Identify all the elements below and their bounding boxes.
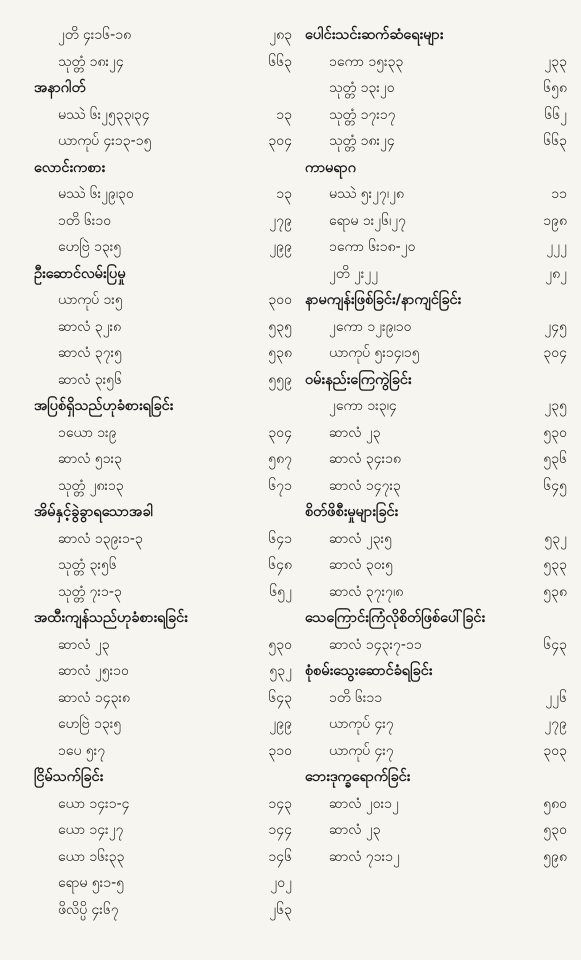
- scripture-reference: ဆာလံ ၇၁း၁၂: [329, 848, 400, 865]
- left-index-entry: [34, 658, 292, 685]
- scripture-reference: ၂တိ ၂း၂၂: [329, 265, 379, 282]
- page-number: ၆၆၂: [544, 106, 567, 123]
- page-number: ၆၆၃: [543, 133, 567, 149]
- topic-heading-text: စိတ်ဖိစီးမှုများခြင်း: [305, 504, 399, 520]
- right-topic-heading: [305, 658, 567, 685]
- left-index-entry: [34, 367, 292, 394]
- scripture-reference: ၁ပေ ၅း၇: [58, 742, 106, 759]
- scripture-reference: ဟေဗြဲ ၁၃း၅: [58, 716, 122, 732]
- right-index-entry: [305, 473, 567, 500]
- page-number: ၅၈၀: [543, 795, 567, 812]
- right-index-entry: [305, 632, 567, 659]
- right-topic-heading: [305, 764, 567, 791]
- left-index-entry: [34, 287, 292, 314]
- left-index-entry: [34, 791, 292, 818]
- topic-heading-text: နာမကျန်းဖြစ်ခြင်း/နာကျင်ခြင်း: [305, 292, 462, 308]
- right-index-entry: [305, 261, 567, 288]
- page-number: ၅၃၀: [543, 424, 567, 441]
- right-index-entry: [305, 314, 567, 341]
- scripture-reference: မဿဲ ၆း၂၅၃၃၊၃၄: [58, 106, 150, 123]
- topic-heading-text: ငြိမ်သက်ခြင်း: [34, 769, 104, 785]
- page-number: ၂၉၉: [269, 239, 292, 255]
- page-number: ၂၀၂: [270, 875, 292, 891]
- scripture-reference: ဆာလံ ၂၃း၅: [329, 530, 393, 547]
- page-number: ၃၀၄: [268, 133, 292, 149]
- scripture-reference: မဿဲ ၅း၂၇၊၂၈: [329, 186, 405, 202]
- left-index-entry: [34, 234, 292, 261]
- page-number: ၆၄၃: [543, 636, 567, 653]
- page-number: ၆၄၅: [543, 477, 567, 494]
- scripture-reference: ဆာလံ ၃၂း၈: [58, 318, 122, 335]
- page-number: ၆၅၈: [543, 80, 567, 96]
- topic-heading-text: စုံစမ်းသွေးဆောင်ခံရခြင်း: [305, 663, 433, 679]
- scripture-reference: သုတ္တံ ၇း၁-၃: [58, 583, 122, 600]
- left-index-entry: [34, 526, 292, 553]
- right-index-entry: [305, 234, 567, 261]
- right-index-entry: [305, 817, 567, 844]
- scripture-reference: ၂တိ ၄း၁၆-၁၈: [58, 27, 132, 43]
- scripture-reference: ဆာလံ ၁၄၃း၈: [58, 689, 131, 706]
- right-index-entry: [305, 711, 567, 738]
- page-number: ၆၇၁: [268, 477, 292, 494]
- scripture-reference: ယာကုပ် ၅း၁၄၊၁၅: [329, 345, 420, 361]
- right-index-entry: [305, 102, 567, 129]
- left-index-entry: [34, 817, 292, 844]
- scripture-reference: ဖိလိပ္ပိ ၄း၆၇: [58, 901, 119, 918]
- scripture-reference: ဆာလံ ၃၀း၅: [329, 557, 394, 573]
- right-index-entry: [305, 208, 567, 235]
- page-number: ၂၃၅: [544, 398, 567, 414]
- page-number: ၃၀၄: [543, 345, 567, 361]
- left-index-entry: [34, 473, 292, 500]
- page-number: ၃၀၃: [543, 742, 567, 759]
- page-number: ၂၂၆: [545, 689, 567, 706]
- topic-heading-text: အပြစ်ရှိသည်ဟုခံစားရခြင်း: [34, 398, 174, 414]
- page-number: ၅၉၈: [543, 848, 567, 865]
- left-index-entry: [34, 552, 292, 579]
- scripture-reference: ဆာလံ ၂၀း၁၂: [329, 795, 399, 812]
- page-number: ၂၉၉: [269, 716, 292, 732]
- page-number: ၃၁၀: [268, 742, 292, 759]
- left-index-entry: [34, 632, 292, 659]
- scripture-reference: ယာကုပ် ၄း၇: [329, 716, 394, 732]
- page-number: ၂၇၉: [269, 212, 292, 229]
- left-index-entry: [34, 181, 292, 208]
- scripture-reference: ဆာလံ ၂၃: [58, 636, 110, 653]
- right-index-entry: [305, 420, 567, 447]
- right-index-entry: [305, 844, 567, 871]
- right-topic-heading: [305, 605, 567, 632]
- scripture-reference: ဆာလံ ၂၃: [329, 822, 381, 838]
- right-index-entry: [305, 526, 567, 553]
- topic-heading-text: အနာဂါတ်: [34, 80, 86, 96]
- left-index-entry: [34, 420, 292, 447]
- page-number: ၆၄၁: [268, 530, 292, 547]
- scripture-reference: ၂ကော ၁း၃၊၄: [329, 398, 397, 414]
- scripture-reference: ဆာလံ ၁၃၉း၁-၃: [58, 530, 143, 547]
- scripture-reference: ရောမ ၅း၁-၅: [58, 875, 125, 891]
- right-index-entry: [305, 75, 567, 102]
- right-index-entry: [305, 181, 567, 208]
- page-number: ၅၃၈: [268, 345, 292, 361]
- left-index-entry: [34, 446, 292, 473]
- scripture-reference: သုတ္တံ ၁၃း၂၀: [329, 80, 395, 96]
- left-index-entry: [34, 844, 292, 871]
- page-number: ၅၃၀: [268, 636, 292, 653]
- right-index-entry: [305, 791, 567, 818]
- scripture-reference: ဟေဗြဲ ၁၃း၅: [58, 239, 122, 255]
- left-index-entry: [34, 711, 292, 738]
- scripture-reference: ဆာလံ ၃၄း၁၈: [329, 451, 402, 467]
- scripture-reference: ၁ကော ၁၅း၃၃: [329, 53, 404, 70]
- left-index-entry: [34, 22, 292, 49]
- left-topic-heading: [34, 75, 292, 102]
- scripture-reference: ဆာလံ ၅၁း၃: [58, 451, 123, 467]
- scripture-reference: ယာကုပ် ၄း၇: [329, 742, 394, 759]
- left-topic-heading: [34, 155, 292, 182]
- scripture-reference: သုတ္တံ ၂၈း၁၃: [58, 477, 124, 494]
- scripture-reference: ယော ၁၄း၁-၄: [58, 795, 130, 812]
- right-index-entry: [305, 49, 567, 76]
- left-index-entry: [34, 102, 292, 129]
- page-number: ၃၀၄: [268, 424, 292, 441]
- page-number: ၁၁: [551, 186, 567, 202]
- right-topic-heading: [305, 155, 567, 182]
- right-index-column: [305, 22, 567, 870]
- scripture-reference: ဆာလံ ၃း၅၆: [58, 371, 123, 388]
- page-number: ၅၃၀: [543, 822, 567, 838]
- right-index-entry: [305, 340, 567, 367]
- left-index-entry: [34, 314, 292, 341]
- scripture-reference: ယော ၁၆း၃၃: [58, 848, 125, 865]
- page-number: ၂၂၂: [546, 239, 567, 255]
- page-number: ၆၅၂: [269, 583, 292, 600]
- scripture-reference: မဿဲ ၆း၂၉၊၃၀: [58, 186, 134, 202]
- scripture-reference: ဆာလံ ၁၄၇း၃: [329, 477, 401, 494]
- page-number: ၁၉၈: [543, 212, 567, 229]
- page-number: ၅၃၅: [268, 318, 292, 335]
- page-number: ၆၆၃: [268, 53, 292, 70]
- page-number: ၂၈၃: [269, 27, 292, 43]
- left-index-column: [34, 22, 292, 923]
- page-number: ၂၄၅: [544, 318, 567, 335]
- page-number: ၆၄၃: [268, 689, 292, 706]
- scripture-reference: ၁တိ ၆း၁၀: [58, 212, 112, 229]
- right-index-entry: [305, 685, 567, 712]
- topic-heading-text: အိမ်နှင့်ခွဲခွာရသောအခါ: [34, 504, 153, 520]
- page-number: ၂၃၃: [544, 53, 567, 70]
- left-topic-heading: [34, 261, 292, 288]
- scripture-reference: ဆာလံ ၃၇း၅: [58, 345, 123, 361]
- scripture-reference: ၁ကော ၆း၁၈-၂၀: [329, 239, 416, 255]
- topic-heading-text: ဦးဆောင်လမ်းပြမှု: [34, 265, 126, 282]
- left-index-entry: [34, 870, 292, 897]
- page-number: ၂၇၉: [544, 716, 567, 732]
- left-index-entry: [34, 49, 292, 76]
- scripture-reference: ၁တိ ၆း၁၁: [329, 689, 383, 706]
- right-topic-heading: [305, 499, 567, 526]
- scripture-reference: သုတ္တံ ၃း၅၆: [58, 557, 117, 573]
- left-index-entry: [34, 685, 292, 712]
- right-index-entry: [305, 128, 567, 155]
- page-number: ၁၄၄: [268, 822, 292, 838]
- scripture-reference: ရောမ ၁း၂၆၊၂၇: [329, 212, 406, 229]
- left-topic-heading: [34, 393, 292, 420]
- left-topic-heading: [34, 499, 292, 526]
- scripture-reference: ၂ကော ၁၂း၉၊၁၀: [329, 318, 412, 335]
- scripture-reference: ဆာလံ ၁၄၃း၇-၁၁: [329, 636, 422, 653]
- scripture-reference: သုတ္တံ ၁၇း၁၇: [329, 106, 396, 123]
- right-index-entry: [305, 579, 567, 606]
- topic-heading-text: ဝမ်းနည်းကြေကွဲခြင်း: [305, 371, 412, 388]
- right-index-entry: [305, 446, 567, 473]
- right-topic-heading: [305, 287, 567, 314]
- page-number: ၅၃၆: [543, 451, 567, 467]
- scripture-reference: ဆာလံ ၂၃: [329, 424, 381, 441]
- scripture-reference: သုတ္တံ ၁၈း၂၄: [329, 133, 395, 149]
- left-index-entry: [34, 897, 292, 924]
- page-number: ၁၃: [276, 186, 292, 202]
- page-number: ၂၈၂: [545, 265, 567, 282]
- page-number: ၃၀၀: [268, 292, 292, 308]
- page-number: ၁၄၆: [268, 848, 292, 865]
- page-number: ၁၄၃: [268, 795, 292, 812]
- page-number: ၂၆၃: [269, 901, 292, 918]
- page-number: ၅၃၃: [543, 557, 567, 573]
- left-topic-heading: [34, 605, 292, 632]
- right-index-entry: [305, 738, 567, 765]
- topic-heading-text: ပေါင်းသင်းဆက်ဆံရေးများ: [305, 27, 444, 43]
- left-topic-heading: [34, 764, 292, 791]
- left-index-entry: [34, 579, 292, 606]
- page-number: ၅၃၈: [543, 583, 567, 600]
- scripture-reference: ဆာလံ ၃၇း၇၊၈: [329, 583, 404, 600]
- page-number: ၁၃: [276, 106, 292, 123]
- right-topic-heading: [305, 367, 567, 394]
- topic-heading-text: သေကြောင်းကြံလိုစိတ်ဖြစ်ပေါ်ခြင်း: [305, 610, 486, 626]
- topic-heading-text: ကာမရာဂ: [305, 159, 357, 176]
- page-number: ၅၃၂: [544, 530, 567, 547]
- scripture-reference: ၁ယော ၁း၉: [58, 424, 117, 441]
- topic-heading-text: လောင်းကစား: [34, 159, 106, 176]
- left-index-entry: [34, 738, 292, 765]
- scripture-reference: ယာကုပ် ၁း၅: [58, 292, 123, 308]
- right-index-entry: [305, 552, 567, 579]
- right-index-entry: [305, 393, 567, 420]
- left-index-entry: [34, 208, 292, 235]
- scripture-reference: ယော ၁၄း၂၇: [58, 822, 124, 838]
- page-number: ၅၅၉: [268, 371, 292, 388]
- page-number: ၅၃၂: [269, 663, 292, 679]
- scripture-reference: ယာကုပ် ၄း၁၃-၁၅: [58, 133, 152, 149]
- left-index-entry: [34, 340, 292, 367]
- scripture-reference: သုတ္တံ ၁၈း၂၄: [58, 53, 124, 70]
- scripture-reference: ဆာလံ ၂၅း၁၀: [58, 663, 129, 679]
- topic-heading-text: ဘေးဒုက္ခရောက်ခြင်း: [305, 769, 411, 785]
- left-index-entry: [34, 128, 292, 155]
- page-number: ၅၈၇: [268, 451, 292, 467]
- page-number: ၆၄၈: [268, 557, 292, 573]
- topic-heading-text: အထီးကျန်သည်ဟုခံစားရခြင်း: [34, 610, 188, 626]
- right-topic-heading: [305, 22, 567, 49]
